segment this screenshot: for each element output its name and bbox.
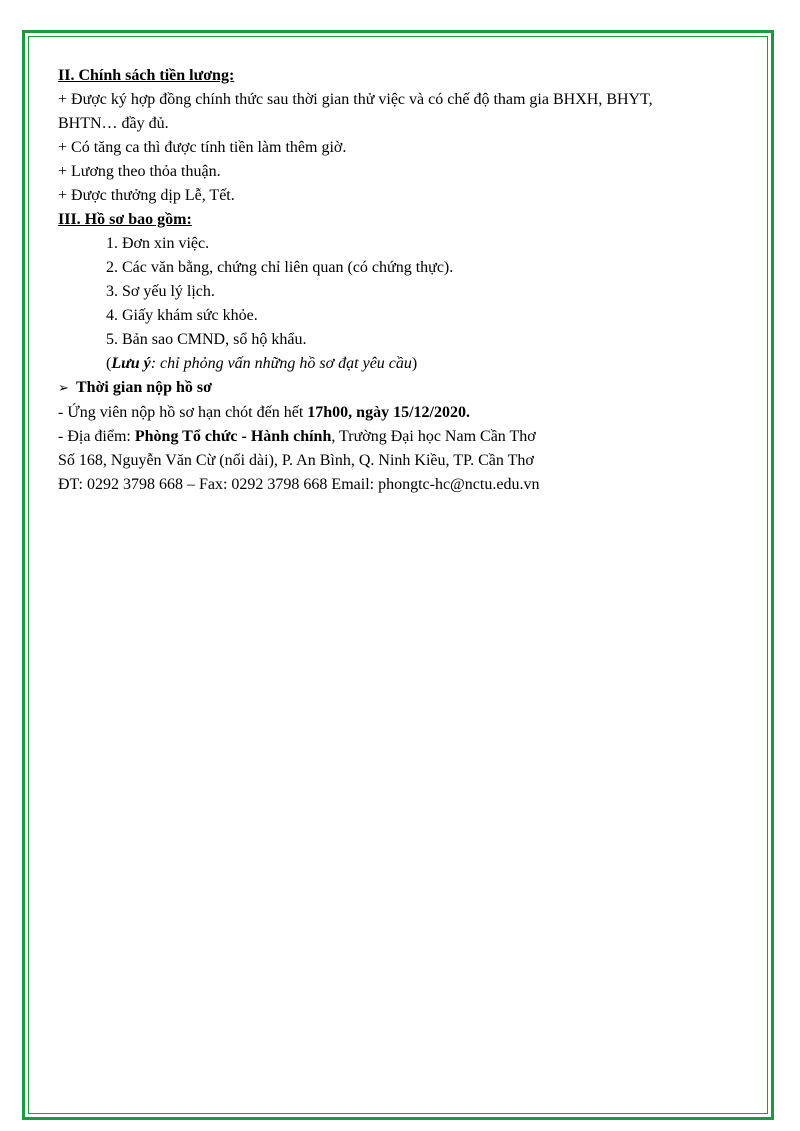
submission-place xyxy=(58,425,758,449)
note-label: Lưu ý xyxy=(111,355,151,372)
deadline-prefix: - Ứng viên nộp hồ sơ hạn chót đến hết xyxy=(58,404,308,421)
note-close-paren: ) xyxy=(411,355,418,372)
salary-item: BHTN… đầy đủ. xyxy=(58,115,169,132)
salary-item: + Được ký hợp đồng chính thức sau thời gian thử việc và có chế độ tham gia BHXH, BHYT, xyxy=(58,91,653,108)
document-item: 1. Đơn xin việc. xyxy=(106,235,210,252)
deadline-value: 17h00, ngày 15/12/2020. xyxy=(307,404,470,421)
section-heading-salary-policy: II. Chính sách tiền lương: xyxy=(58,67,235,84)
submission-heading xyxy=(58,376,758,401)
submission-heading-text: Thời gian nộp hồ sơ xyxy=(76,379,212,396)
place-prefix: - Địa điểm: xyxy=(58,428,135,445)
document-item: 3. Sơ yếu lý lịch. xyxy=(106,283,215,300)
document-item: 5. Bản sao CMND, sổ hộ khẩu. xyxy=(106,331,307,348)
document-item: 2. Các văn bằng, chứng chỉ liên quan (có chứng thực). xyxy=(106,259,454,276)
submission-address: Số 168, Nguyễn Văn Cừ (nối dài), P. An Bình, Q. Ninh Kiều, TP. Cần Thơ xyxy=(58,452,534,469)
document-body xyxy=(58,64,758,497)
salary-item: + Có tăng ca thì được tính tiền làm thêm giờ. xyxy=(58,139,347,156)
submission-contact: ĐT: 0292 3798 668 – Fax: 0292 3798 668 Email: phongtc-hc@nctu.edu.vn xyxy=(58,476,540,493)
place-name: Phòng Tổ chức - Hành chính xyxy=(134,428,332,445)
place-suffix: , Trường Đại học Nam Cần Thơ xyxy=(331,428,536,445)
note-text: : chỉ phỏng vấn những hồ sơ đạt yêu cầu xyxy=(150,355,412,372)
section-heading-documents: III. Hồ sơ bao gồm: xyxy=(58,211,192,228)
note-open-paren: ( xyxy=(106,355,112,372)
documents-note xyxy=(58,352,758,376)
salary-item: + Được thưởng dịp Lễ, Tết. xyxy=(58,187,235,204)
salary-item: + Lương theo thỏa thuận. xyxy=(58,163,221,180)
submission-deadline xyxy=(58,401,758,425)
document-item: 4. Giấy khám sức khỏe. xyxy=(106,307,258,324)
arrow-bullet-icon: ➢ xyxy=(58,381,69,396)
